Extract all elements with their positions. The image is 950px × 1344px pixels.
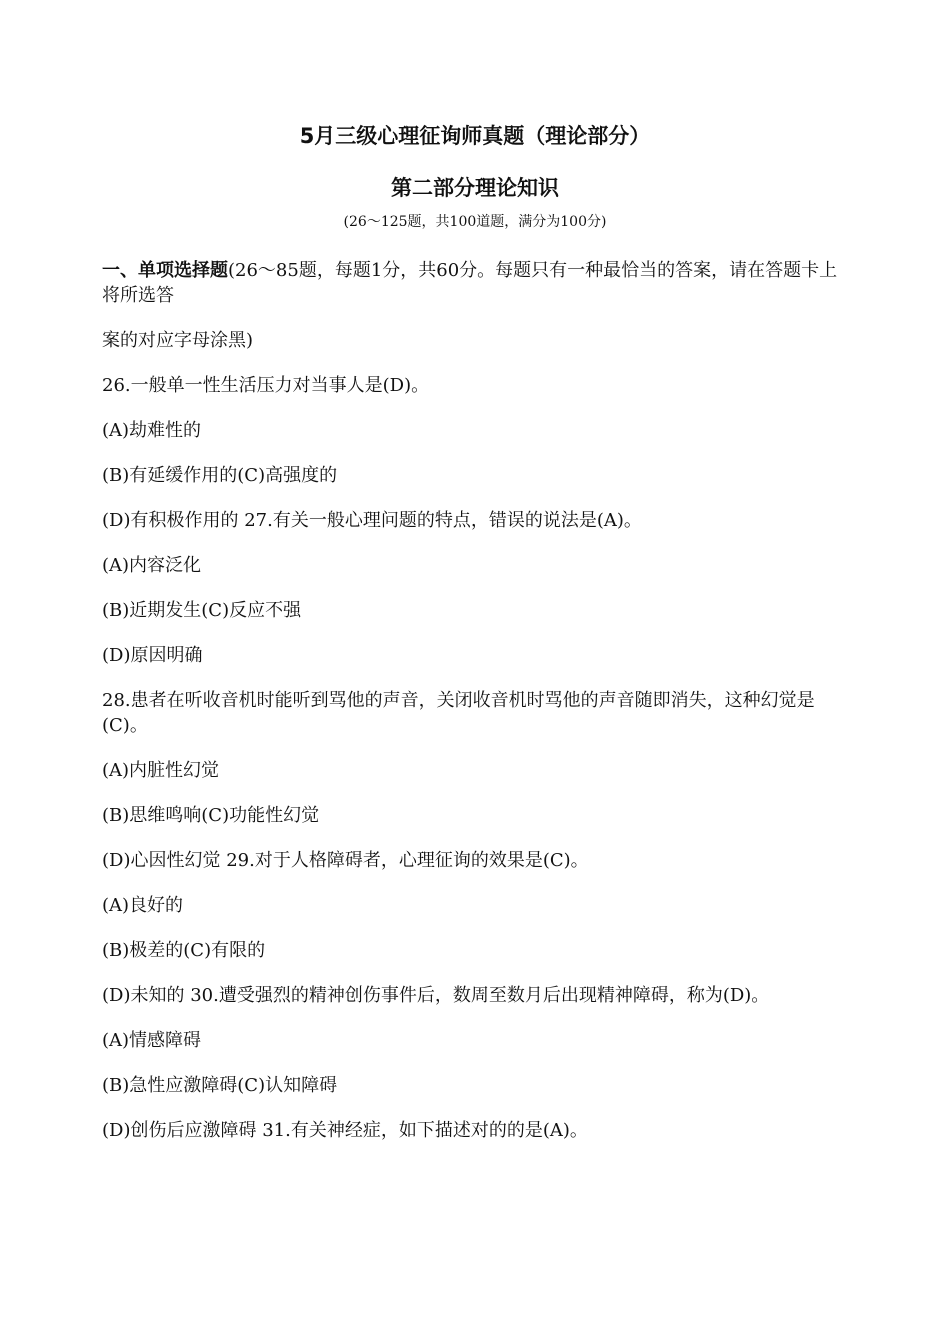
paragraph: 26.一般单一性生活压力对当事人是(D)。 bbox=[102, 375, 430, 396]
paragraph: (A)内容泛化 bbox=[102, 555, 202, 576]
section-heading: 一、单项选择题 bbox=[102, 260, 228, 281]
paragraph: (A)良好的 bbox=[102, 895, 184, 916]
paragraph: 案的对应字母涂黑) bbox=[102, 330, 254, 351]
paragraph: (A)内脏性幻觉 bbox=[102, 760, 220, 781]
document-title: 5月三级心理征询师真题（理论部分） bbox=[299, 124, 651, 148]
paragraph: (B)近期发生(C)反应不强 bbox=[102, 600, 302, 621]
paragraph: (A)劫难性的 bbox=[102, 420, 202, 441]
document-body bbox=[102, 258, 850, 1163]
paragraph: (D)未知的 30.遭受强烈的精神创伤事件后，数周至数月后出现精神障碍，称为(D)。 bbox=[102, 985, 770, 1006]
section-intro bbox=[102, 258, 850, 308]
paragraph: (A)情感障碍 bbox=[102, 1030, 202, 1051]
paragraph: (D)心因性幻觉 29.对于人格障碍者，心理征询的效果是(C)。 bbox=[102, 850, 589, 871]
paragraph: (B)极差的(C)有限的 bbox=[102, 940, 266, 961]
paragraph: (D)创伤后应激障碍 31.有关神经症，如下描述对的的是(A)。 bbox=[102, 1120, 588, 1141]
part-note: (26～125题，共100道题，满分为100分) bbox=[343, 214, 607, 230]
paragraph: (B)思维鸣响(C)功能性幻觉 bbox=[102, 805, 320, 826]
paragraph: (B)有延缓作用的(C)高强度的 bbox=[102, 465, 338, 486]
paragraph: (D)有积极作用的 27.有关一般心理问题的特点，错误的说法是(A)。 bbox=[102, 510, 642, 531]
part-title: 第二部分理论知识 bbox=[391, 176, 559, 200]
paragraph: 28.患者在听收音机时能听到骂他的声音，关闭收音机时骂他的声音随即消失，这种幻觉是(C)。 bbox=[102, 690, 815, 736]
section-instructions: (26～85题，每题1分，共60分。每题只有一种最恰当的答案，请在答题卡上将所选答 bbox=[102, 260, 838, 306]
paragraph: (B)急性应激障碍(C)认知障碍 bbox=[102, 1075, 338, 1096]
paragraph: (D)原因明确 bbox=[102, 645, 203, 666]
